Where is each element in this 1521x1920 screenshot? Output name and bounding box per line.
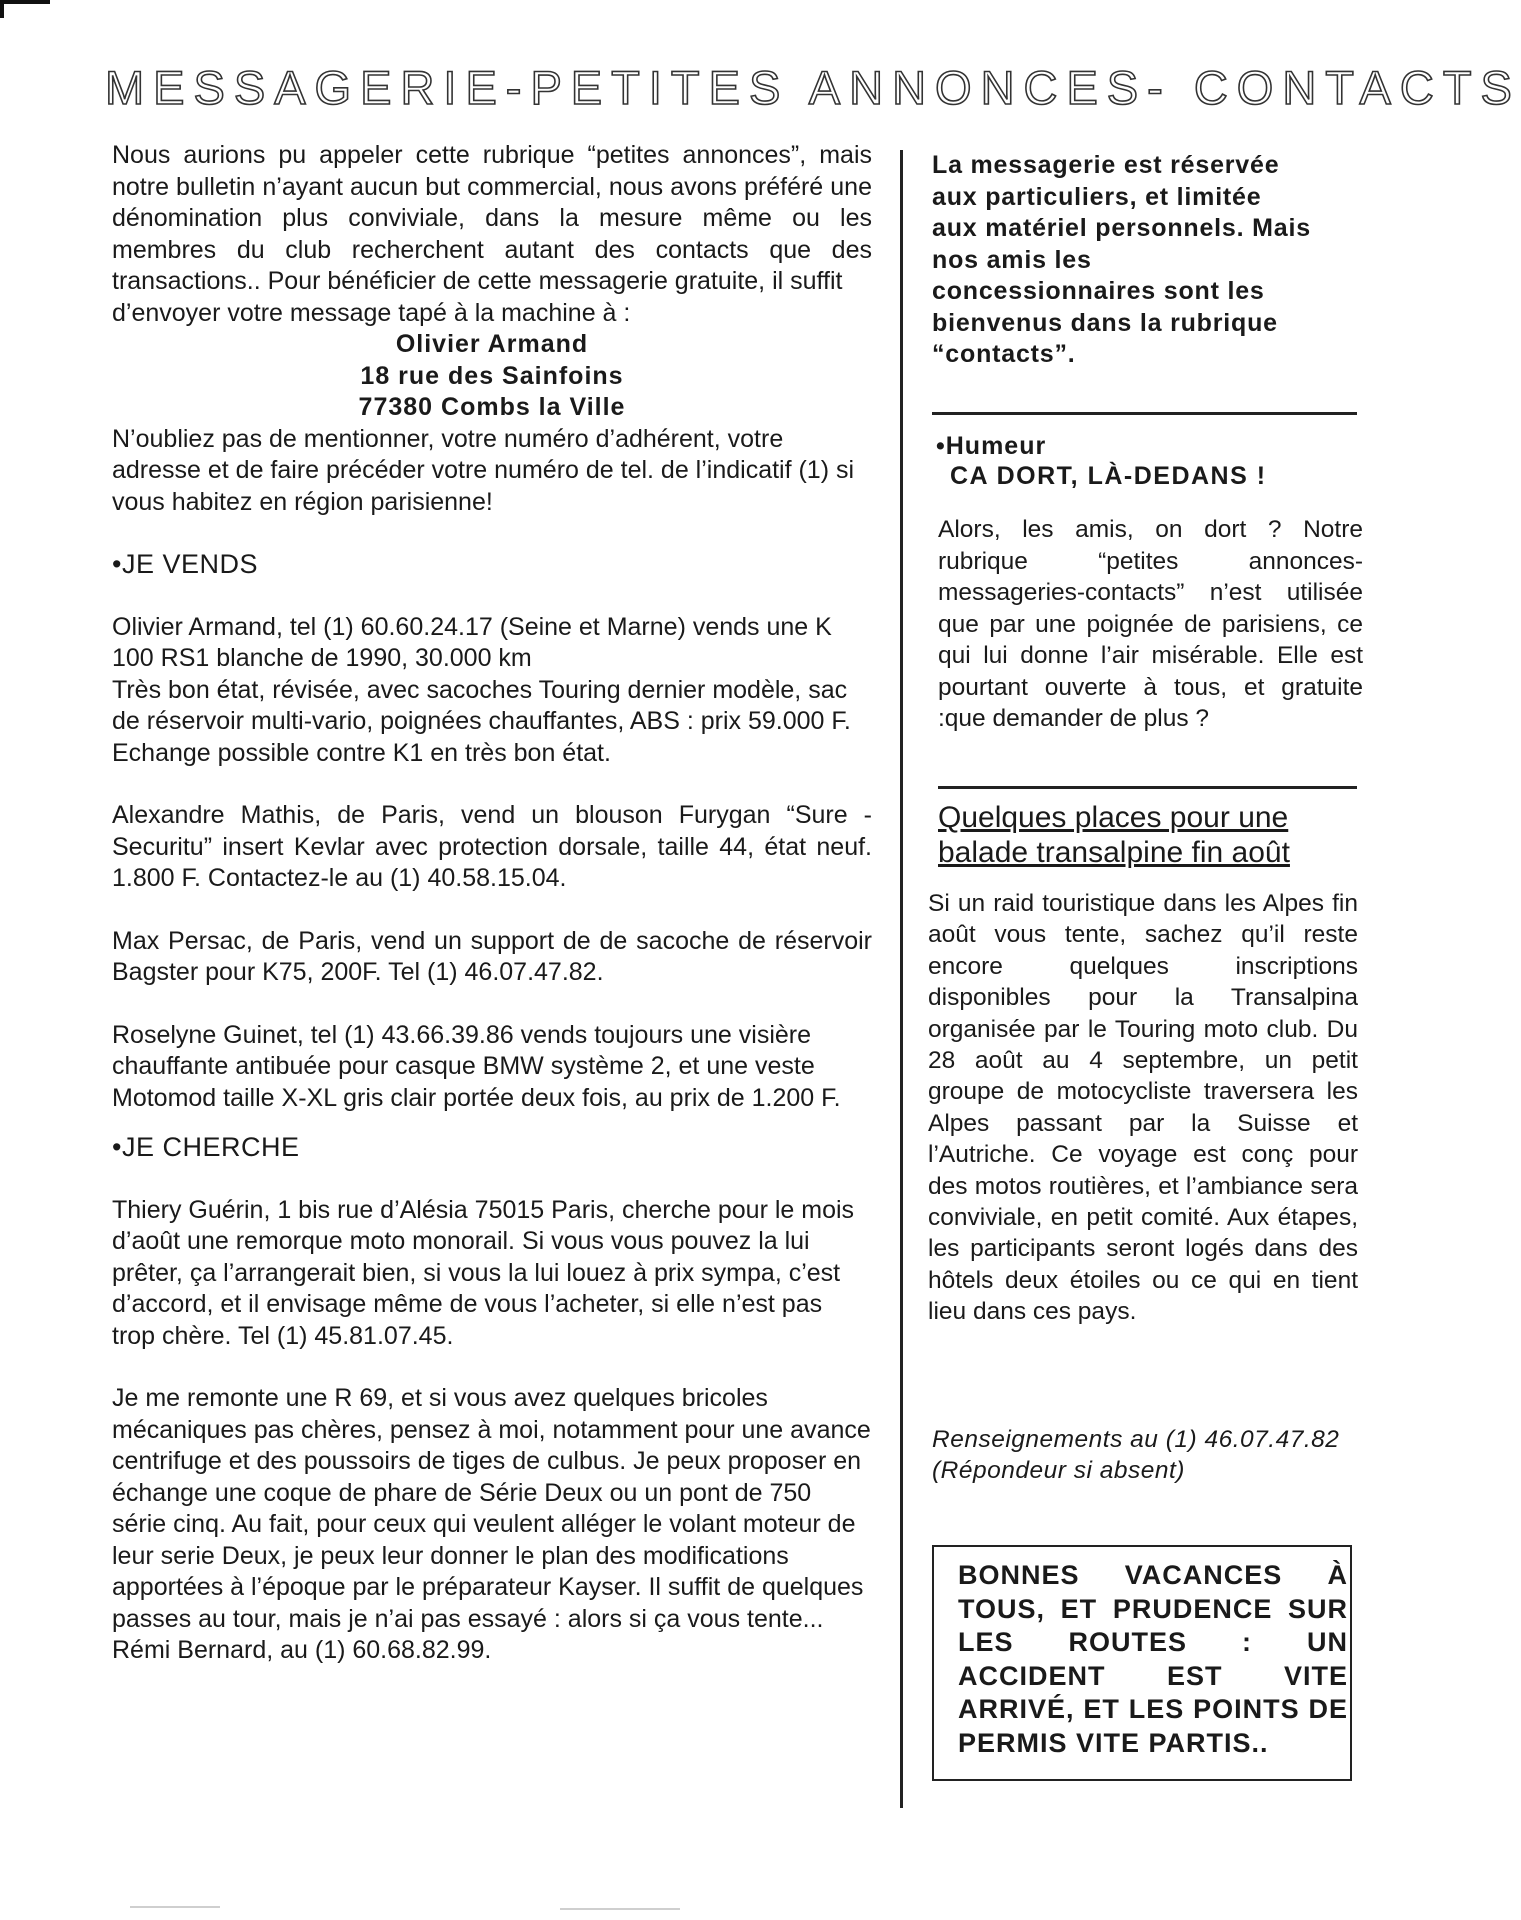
vends-ad-4: Roselyne Guinet, tel (1) 43.66.39.86 vends toujours une visière chauffante antibuée pour casque BMW système 2, et une veste Motomod taille X-XL gris clair portée deux fois, au prix de 1.200 F. xyxy=(112,1020,841,1112)
balade-title: Quelques places pour une balade transalpine fin août xyxy=(938,801,1290,869)
page-title: MESSAGERIE-PETITES ANNONCES- CONTACTS xyxy=(105,61,1521,114)
scan-corner-mark xyxy=(0,0,50,18)
cherche-ad-1: Thiery Guérin, 1 bis rue d’Alésia 75015 Paris, cherche pour le mois d’août une remorque moto monorail. Si vous vous pouvez la lui prêter, ça l’arrangerait bien, si vous la lui louez à prix sympa, c’est d’accord, et il envisage même de vous l’acheter, si elle n’est pas trop chère. Tel (1) 45.81.07.45. xyxy=(112,1195,855,1350)
intro-reminder: N’oubliez pas de mentionner, votre numéro d’adhérent, votre adresse et de faire précéder votre numéro de tel. de l’indicatif (1) si vous habitez en région parisienne! xyxy=(112,424,855,516)
je-vends-heading: •JE VENDS xyxy=(112,549,258,579)
address-city: 77380 Combs la Ville xyxy=(358,393,626,421)
vends-ad-1-line-3: Echange possible contre K1 en très bon état. xyxy=(112,738,611,767)
scan-smudge xyxy=(560,1908,680,1910)
vends-ad-2: Alexandre Mathis, de Paris, vend un blouson Furygan “Sure -Securitu” insert Kevlar avec protection dorsale, taille 44, état neuf. 1.800 F. Contactez-le au (1) 40.58.15.04. xyxy=(112,801,872,892)
humeur-title: CA DORT, LÀ-DEDANS ! xyxy=(950,462,1267,490)
humeur-tag: •Humeur xyxy=(936,432,1047,460)
scan-smudge xyxy=(130,1906,220,1908)
left-column xyxy=(112,140,872,1667)
vacances-message: BONNES VACANCES À TOUS, ET PRUDENCE SUR LES ROUTES : UN ACCIDENT EST VITE ARRIVÉ, ET LES POINTS DE PERMIS VITE PARTIS.. xyxy=(958,1560,1348,1758)
je-cherche-heading: •JE CHERCHE xyxy=(112,1132,300,1162)
cherche-ad-2-signature: Rémi Bernard, au (1) 60.68.82.99. xyxy=(112,1636,492,1664)
address-name: Olivier Armand xyxy=(395,330,589,358)
vends-ad-3: Max Persac, de Paris, vend un support de de sacoche de réservoir Bagster pour K75, 200F. Tel (1) 46.07.47.82. xyxy=(112,926,872,986)
vends-ad-1-line-1: Olivier Armand, tel (1) 60.60.24.17 (Seine et Marne) vends une K 100 RS1 blanche de 1990, 30.000 km xyxy=(112,612,832,672)
intro-send-line: d’envoyer votre message tapé à la machine à : xyxy=(112,298,631,327)
intro-paragraph: Nous aurions pu appeler cette rubrique “petites annonces”, mais notre bulletin n’ayant aucun but commercial, nous avons préféré une dénomination plus conviviale, dans la mesure même ou les membres du club recherchent autant des contacts que des transactions.. Pour bénéficier de cette messagerie gratuite, il suffit xyxy=(112,141,872,295)
vacances-box xyxy=(932,1545,1352,1781)
column-divider xyxy=(900,150,903,1808)
renseignements: Renseignements au (1) 46.07.47.82 (Répondeur si absent) xyxy=(932,1426,1340,1484)
vends-ad-1-line-2: Très bon état, révisée, avec sacoches Touring dernier modèle, sac de réservoir multi-vario, poignées chauffantes, ABS : prix 59.000 F. xyxy=(112,675,851,735)
divider-rule-1 xyxy=(932,412,1357,415)
notice-block xyxy=(932,150,1357,371)
divider-rule-2 xyxy=(938,786,1357,789)
balade-body: Si un raid touristique dans les Alpes fin août vous tente, sachez qu’il reste encore quelques inscriptions disponibles pour la Transalpina organisée par le Touring moto club. Du 28 août au 4 septembre, un petit groupe de motocycliste traversera les Alpes passant par la Suisse et l’Autriche. Ce voyage est conç pour des motos routières, et l’ambiance sera conviviale, en petit comité. Aux étapes, les participants seront logés dans des hôtels deux étoiles ou ce qui en tient lieu dans ces pays. xyxy=(928,890,1358,1326)
messagerie-notice: La messagerie est réservée aux particuliers, et limitée aux matériel personnels. Mais nos amis les concessionnaires sont les bienvenus dans la rubrique “contacts”. xyxy=(932,151,1311,368)
humeur-body: Alors, les amis, on dort ? Notre rubrique “petites annonces-messageries-contacts” n’est utilisée que par une poignée de parisiens, ce qui lui donne l’air misérable. Elle est pourtant ouverte à tous, et gratuite :que demander de plus ? xyxy=(938,516,1363,732)
address-street: 18 rue des Sainfoins xyxy=(360,361,624,390)
cherche-ad-2: Je me remonte une R 69, et si vous avez quelques bricoles mécaniques pas chères, pensez à moi, notamment pour une avance centrifuge et des poussoirs de tiges de culbus. Je peux proposer en échange une coque de phare de Série Deux ou un pont de 750 série cinq. Au fait, pour ceux qui veulent alléger le volant moteur de leur serie Deux, je peux leur donner le plan des modifications apportées à l’époque par le préparateur Kayser. Il suffit de quelques passes au tour, mais je n’ai pas essayé : alors si ça vous tente... xyxy=(112,1384,871,1633)
